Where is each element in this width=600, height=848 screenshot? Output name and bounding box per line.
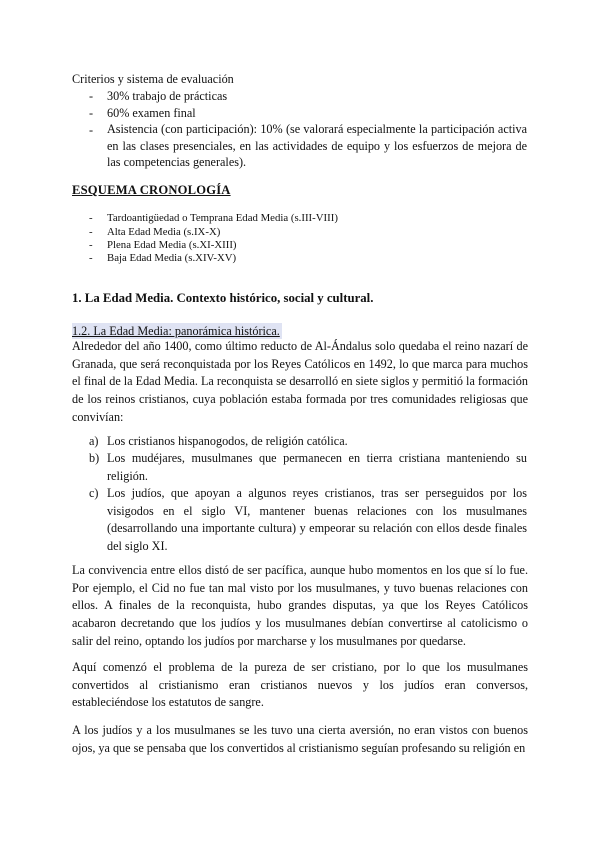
chronology-item: Plena Edad Media (s.XI-XIII): [107, 239, 237, 251]
bullet-dash: -: [89, 239, 93, 251]
list-marker: c): [89, 486, 99, 500]
bullet-dash: -: [89, 226, 93, 238]
community-item: Los judíos, que apoyan a algunos reyes cristianos, tras ser perseguidos por los visigodos en el siglo VI, mantener buenas relaciones con los musulmanes (desarrollando una importante cultura) y empeorar su relación con ellos desde finales del siglo XI.: [107, 486, 527, 553]
list-marker: a): [89, 434, 99, 448]
aversion-paragraph: A los judíos y a los musulmanes se les tuvo una cierta aversión, no eran vistos con buenos ojos, ya que se pensaba que los convertidos al cristianismo seguían profesando su religión en: [72, 723, 528, 755]
chronology-heading: ESQUEMA CRONOLOGÍA: [72, 183, 231, 197]
criteria-title: Criterios y sistema de evaluación: [72, 72, 234, 86]
community-item: Los mudéjares, musulmanes que permanecen en tierra cristiana manteniendo su religión.: [107, 451, 527, 483]
coexistence-paragraph: La convivencia entre ellos distó de ser pacífica, aunque hubo momentos en los que sí lo fue. Por ejemplo, el Cid no fue tan mal visto por los musulmanes, y tuvo buenas relaciones con ellos. A finales de la reconquista, hubo grandes disputas, ya que los Reyes Católicos acabaron decretando que los judíos y los musulmanes debían convertirse al catolicismo o salir del reino, optando los judíos por marcharse y los musulmanes por quedarse.: [72, 563, 528, 648]
list-marker: b): [89, 451, 100, 465]
chronology-item: Tardoantigüedad o Temprana Edad Media (s.III-VIII): [107, 212, 338, 224]
criteria-item: Asistencia (con participación): 10% (se valorará especialmente la participación activa en las clases presenciales, en las actividades de equipo y los esfuerzos de mejora de las competencias generales).: [107, 122, 527, 169]
purity-paragraph: Aquí comenzó el problema de la pureza de ser cristiano, por lo que los musulmanes convertidos al cristianismo eran cristianos nuevos y los judíos eran conversos, estableciéndose los estatutos de sangre.: [72, 660, 528, 710]
subsection-heading: 1.2. La Edad Media: panorámica histórica.: [72, 324, 280, 338]
bullet-dash: -: [89, 252, 93, 264]
criteria-item: 60% examen final: [107, 106, 196, 120]
bullet-dash: -: [89, 89, 94, 103]
bullet-dash: -: [89, 212, 93, 224]
chronology-item: Baja Edad Media (s.XIV-XV): [107, 252, 237, 264]
bullet-dash: -: [89, 106, 94, 120]
chronology-item: Alta Edad Media (s.IX-X): [107, 226, 221, 238]
community-item: Los cristianos hispanogodos, de religión católica.: [107, 434, 348, 448]
section-heading: 1. La Edad Media. Contexto histórico, social y cultural.: [72, 291, 374, 305]
criteria-item: 30% trabajo de prácticas: [107, 89, 228, 103]
bullet-dash: -: [89, 123, 94, 137]
intro-paragraph: Alrededor del año 1400, como último reducto de Al-Ándalus solo quedaba el reino nazarí de Granada, que será reconquistada por los Reyes Católicos en 1492, lo que marca para muchos el final de la Edad Media. La reconquista se desarrolló en siete siglos y permitió la formación de los reinos cristianos, cuya población estaba formada por tres comunidades religiosas que convivían:: [72, 339, 528, 424]
